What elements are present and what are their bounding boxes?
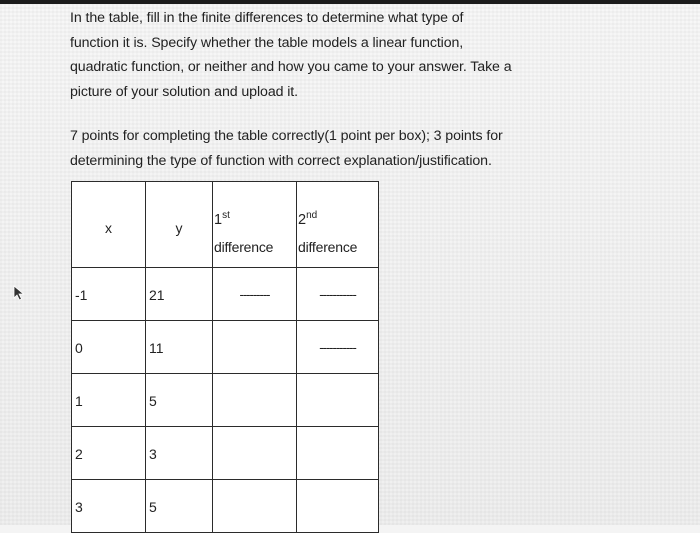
header-x	[72, 182, 146, 268]
first-ordinal-number: 1	[214, 211, 223, 228]
cell-y: 5	[146, 480, 213, 533]
cell-second-difference: -----------	[297, 321, 379, 374]
cell-first-difference	[213, 427, 297, 480]
instructions-line: In the table, fill in the finite differences to determine what type of	[70, 10, 464, 26]
mouse-pointer-icon	[13, 285, 25, 301]
instructions-line: function it is. Specify whether the table models a linear function,	[70, 34, 464, 51]
cell-second-difference	[297, 427, 379, 480]
header-second-difference	[297, 182, 379, 268]
second-ordinal-suffix: nd	[306, 209, 318, 221]
instructions-line: picture of your solution and upload it.	[70, 83, 298, 100]
first-ordinal-suffix: st	[222, 209, 230, 221]
instructions-paragraph	[70, 6, 550, 104]
cell-x: -1	[72, 268, 146, 321]
header-first-difference	[213, 182, 297, 268]
first-ordinal	[214, 207, 296, 229]
cell-first-difference: ---------	[213, 268, 297, 321]
cell-x: 0	[72, 321, 146, 374]
instructions-line: quadratic function, or neither and how you came to your answer. Take a	[70, 59, 512, 75]
finite-differences-table	[71, 181, 379, 533]
cell-y: 21	[146, 268, 213, 321]
second-ordinal-number: 2	[298, 211, 307, 228]
cell-y: 3	[146, 427, 213, 480]
cell-second-difference: -----------	[297, 268, 379, 321]
table-row	[72, 374, 379, 427]
cell-x: 2	[72, 427, 146, 480]
cell-second-difference	[297, 374, 379, 427]
cell-first-difference	[213, 374, 297, 427]
first-difference-label: difference	[214, 238, 274, 255]
cell-x: 3	[72, 480, 146, 533]
cell-first-difference	[213, 321, 297, 374]
header-y	[146, 182, 213, 268]
top-edge-bar	[0, 0, 700, 4]
table-row	[72, 268, 379, 321]
table-row	[72, 321, 379, 374]
grading-line: determining the type of function with correct explanation/justification.	[70, 152, 492, 169]
header-x-label: x	[105, 219, 112, 236]
header-y-label: y	[175, 219, 183, 236]
table-row	[72, 427, 379, 480]
cell-x: 1	[72, 374, 146, 427]
table-header-row	[72, 182, 379, 268]
second-difference-label: difference	[298, 238, 358, 255]
grading-paragraph	[70, 124, 560, 173]
second-ordinal	[298, 207, 378, 229]
finite-differences-table-wrapper	[71, 181, 379, 533]
cell-y: 5	[146, 374, 213, 427]
grading-line: 7 points for completing the table correctly(1 point per box); 3 points for	[70, 128, 503, 144]
cell-y: 11	[146, 321, 213, 374]
